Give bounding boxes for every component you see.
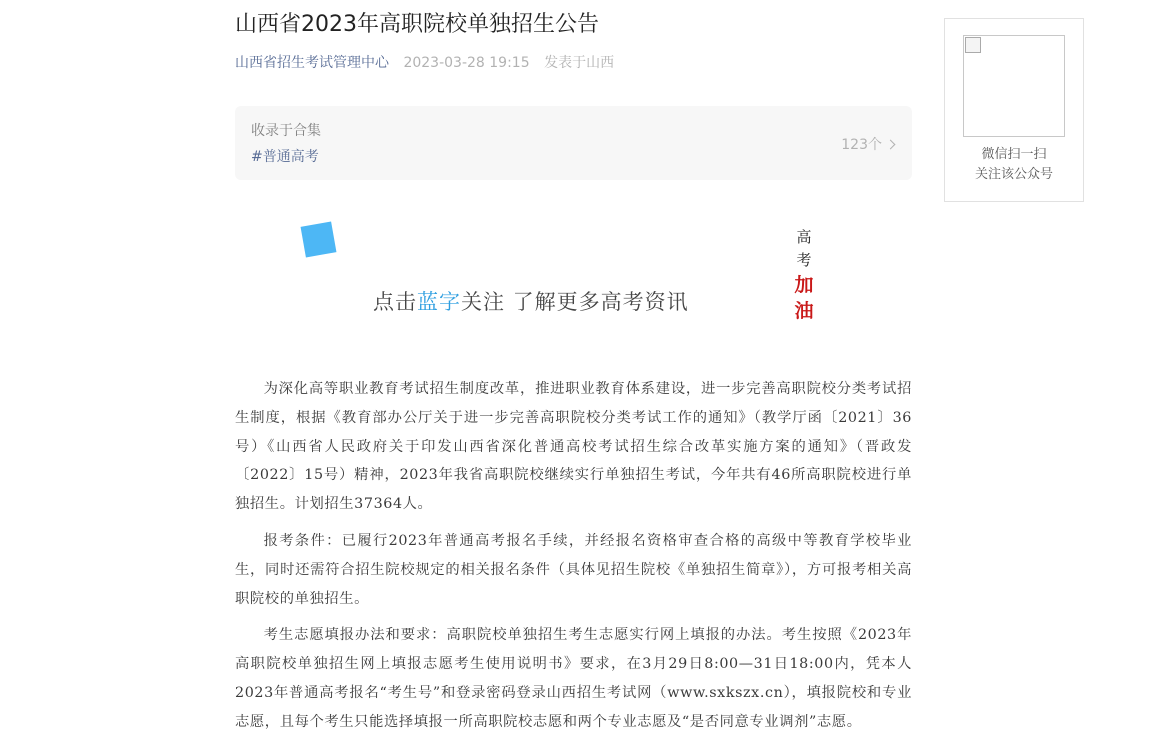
qr-caption-line2: 关注该公众号 xyxy=(974,167,1053,182)
slogan-post: 关注 了解更多高考资讯 xyxy=(461,290,689,314)
article-meta xyxy=(235,54,614,72)
vertical-char-3: 加 xyxy=(794,274,814,296)
broken-image-icon xyxy=(965,37,981,53)
article-title: 山西省2023年高职院校单独招生公告 xyxy=(235,12,599,37)
collection-tag[interactable]: #普通高考 xyxy=(251,149,319,165)
paragraph-application: 考生志愿填报办法和要求：高职院校单独招生考生志愿实行网上填报的办法。考生按照《2023年高职院校单独招生网上填报志愿考生使用说明书》要求，在3月29日8:00—31日18:00内，凭本人2023年普通高考报名“考生号”和登录密码登录山西招生考试网（www.sxkszx.cn），填报院校和专业志愿，且每个考生只能选择填报一所高职院校志愿和两个专业志愿及“是否同意专业调剂”志愿。 xyxy=(235,627,912,730)
vertical-char-2: 考 xyxy=(796,251,812,269)
slogan-pre: 点击 xyxy=(373,290,417,314)
qr-caption xyxy=(945,145,1083,185)
vertical-char-4: 油 xyxy=(794,300,814,322)
collection-card[interactable] xyxy=(235,106,912,180)
publish-location: 发表于山西 xyxy=(544,55,615,71)
author-link[interactable]: 山西省招生考试管理中心 xyxy=(235,55,389,71)
slogan-blue-text: 蓝字 xyxy=(417,290,461,314)
collection-label: 收录于合集 xyxy=(251,123,321,139)
vertical-char-1: 高 xyxy=(796,228,812,246)
collection-count[interactable] xyxy=(841,134,894,154)
qr-code-image xyxy=(963,35,1065,137)
blue-square-decoration xyxy=(301,222,337,258)
collection-count-text: 123个 xyxy=(841,137,882,153)
paragraph-eligibility: 报考条件：已履行2023年普通高考报名手续，并经报名资格审查合格的高级中等教育学校毕业生，同时还需符合招生院校规定的相关报名条件（具体见招生院校《单独招生简章》），方可报考相关高职院校的单独招生。 xyxy=(235,532,912,607)
chevron-right-icon xyxy=(886,140,896,150)
article-body xyxy=(235,375,912,745)
qr-caption-line1: 微信扫一扫 xyxy=(981,147,1047,162)
follow-banner xyxy=(235,212,912,342)
follow-slogan xyxy=(373,286,689,316)
qr-follow-panel xyxy=(944,18,1084,202)
publish-date: 2023-03-28 19:15 xyxy=(403,55,530,71)
gaokao-jiayou-text xyxy=(791,226,817,324)
paragraph-intro: 为深化高等职业教育考试招生制度改革，推进职业教育体系建设，进一步完善高职院校分类考试招生制度，根据《教育部办公厅关于进一步完善高职院校分类考试工作的通知》（教学厅函〔2021〕36号）《山西省人民政府关于印发山西省深化普通高校考试招生综合改革实施方案的通知》（晋政发〔2022〕15号）精神，2023年我省高职院校继续实行单独招生考试，今年共有46所高职院校进行单独招生。计划招生37364人。 xyxy=(235,381,912,513)
